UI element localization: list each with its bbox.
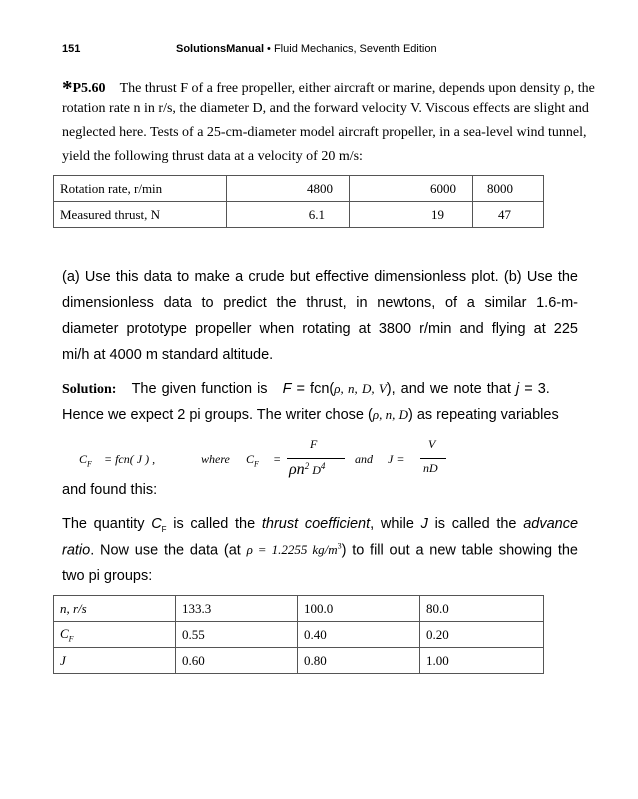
fraction-numerator: V [428, 437, 436, 451]
para-text: ) to fill out a new table showing the [341, 542, 578, 559]
table-row [54, 596, 544, 622]
solution-line-1 [62, 381, 578, 398]
problem-line-2: rotation rate n in r/s, the diameter D, and the forward velocity V. Viscous effects are slight and [62, 101, 589, 116]
table-cell: 1.00 [420, 648, 544, 674]
table-cell [54, 622, 176, 648]
table-cell: 0.55 [176, 622, 298, 648]
fraction-denominator: nD [423, 461, 438, 475]
table-cell: 47 [473, 202, 544, 228]
fraction-bar [420, 458, 446, 459]
table-cell: 6.1 [227, 202, 350, 228]
question-line-3: diameter prototype propeller when rotating at 3800 r/min and flying at 225 [62, 321, 578, 337]
running-header [176, 43, 437, 55]
equation-part [246, 452, 259, 468]
para-symbol: ρ = 1.2255 kg/m [246, 542, 338, 558]
question-line-2: dimensionless data to predict the thrust, in newtons, of a similar 1.6-m- [62, 295, 578, 311]
equation-part: and [355, 452, 373, 466]
paragraph-line-1 [62, 516, 578, 534]
para-text: . Now use the data (at [90, 542, 241, 559]
para-text: The quantity [62, 516, 145, 532]
solution-text: Hence we expect 2 pi groups. The writer chose ( [62, 407, 373, 423]
starred-problem-icon: * [62, 76, 73, 100]
equation-subscript: F [87, 459, 92, 469]
solution-symbol: ρ, n, D, V [334, 381, 387, 396]
problem-line-3: neglected here. Tests of a 25-cm-diameter model aircraft propeller, in a sea-level wind tunnel, [62, 125, 587, 140]
table-cell: 0.20 [420, 622, 544, 648]
paragraph-line-3: two pi groups: [62, 568, 153, 584]
table-cell: 100.0 [298, 596, 420, 622]
table-cell: 8000 [473, 176, 544, 202]
para-emphasis: advance [523, 516, 579, 532]
table-row [54, 202, 544, 228]
table-cell: 0.40 [298, 622, 420, 648]
problem-line-1 [62, 76, 595, 101]
equation-exponent: 2 [304, 461, 310, 471]
equation-subscript: F [254, 459, 259, 469]
para-symbol: J [420, 516, 428, 532]
equation-symbol: C [79, 452, 88, 466]
table-cell: n, r/s [54, 596, 176, 622]
solution-text: = fcn( [291, 381, 335, 397]
solution-text: ) as repeating variables [407, 407, 559, 423]
solution-symbol: ρ, n, D [372, 407, 408, 422]
para-text: is called the [434, 516, 517, 532]
problem-number: P5.60 [72, 81, 106, 96]
equation-part: where [201, 452, 230, 466]
solution-text: ), and we note that [386, 381, 511, 397]
equation-part [79, 452, 92, 468]
book-title-rest: • Fluid Mechanics, Seventh Edition [264, 43, 437, 55]
pi-groups-table [53, 595, 544, 674]
solution-text: = 3. [519, 381, 550, 397]
table-cell: Rotation rate, r/min [54, 176, 227, 202]
para-text: , while [370, 516, 414, 532]
table-cell: 80.0 [420, 596, 544, 622]
table-row [54, 622, 544, 648]
paragraph-line-2 [62, 542, 578, 558]
found-text: and found this: [62, 482, 158, 498]
table-cell: 19 [350, 202, 473, 228]
equation-part: = fcn( J ) , [104, 452, 156, 466]
table-cell: 6000 [350, 176, 473, 202]
equation-symbol: C [246, 452, 255, 466]
solution-symbol: j [515, 381, 520, 397]
fraction-denominator [289, 461, 325, 479]
cf-symbol: C [60, 625, 69, 641]
equation-symbol: ρn [289, 461, 305, 478]
table-cell: J [54, 648, 176, 674]
equation-symbol: D [312, 463, 321, 477]
table-cell: Measured thrust, N [54, 202, 227, 228]
para-exponent: 3 [337, 542, 342, 551]
table-cell: 0.80 [298, 648, 420, 674]
para-subscript: F [161, 524, 167, 534]
book-title-bold: SolutionsManual [176, 43, 264, 55]
para-emphasis: ratio [62, 542, 91, 559]
table-cell: 4800 [227, 176, 350, 202]
cf-subscript: F [68, 634, 74, 644]
solution-text: The given function is [131, 381, 268, 397]
para-text: is called the [173, 516, 256, 532]
thrust-data-table [53, 175, 544, 228]
density-value [247, 542, 342, 557]
equation-part: = [273, 452, 282, 466]
table-row [54, 176, 544, 202]
question-line-4: mi/h at 4000 m standard altitude. [62, 347, 274, 363]
question-line-1: (a) Use this data to make a crude but effective dimensionless plot. (b) Use the [62, 269, 578, 285]
table-cell: 133.3 [176, 596, 298, 622]
page-number: 151 [62, 43, 81, 55]
fraction-numerator: F [310, 437, 318, 451]
para-symbol: C [151, 516, 162, 532]
solution-line-2 [62, 407, 578, 423]
equation-exponent: 4 [320, 461, 326, 471]
fraction-bar [287, 458, 345, 459]
problem-line-4: yield the following thrust data at a velocity of 20 m/s: [62, 149, 363, 164]
problem-text-1: The thrust F of a free propeller, either aircraft or marine, depends upon density ρ, the [119, 81, 595, 96]
para-emphasis: thrust coefficient [261, 516, 371, 532]
table-row [54, 648, 544, 674]
table-cell: 0.60 [176, 648, 298, 674]
equation-part: J = [388, 452, 405, 466]
solution-label: Solution: [62, 382, 117, 397]
solution-symbol: F [282, 381, 292, 397]
